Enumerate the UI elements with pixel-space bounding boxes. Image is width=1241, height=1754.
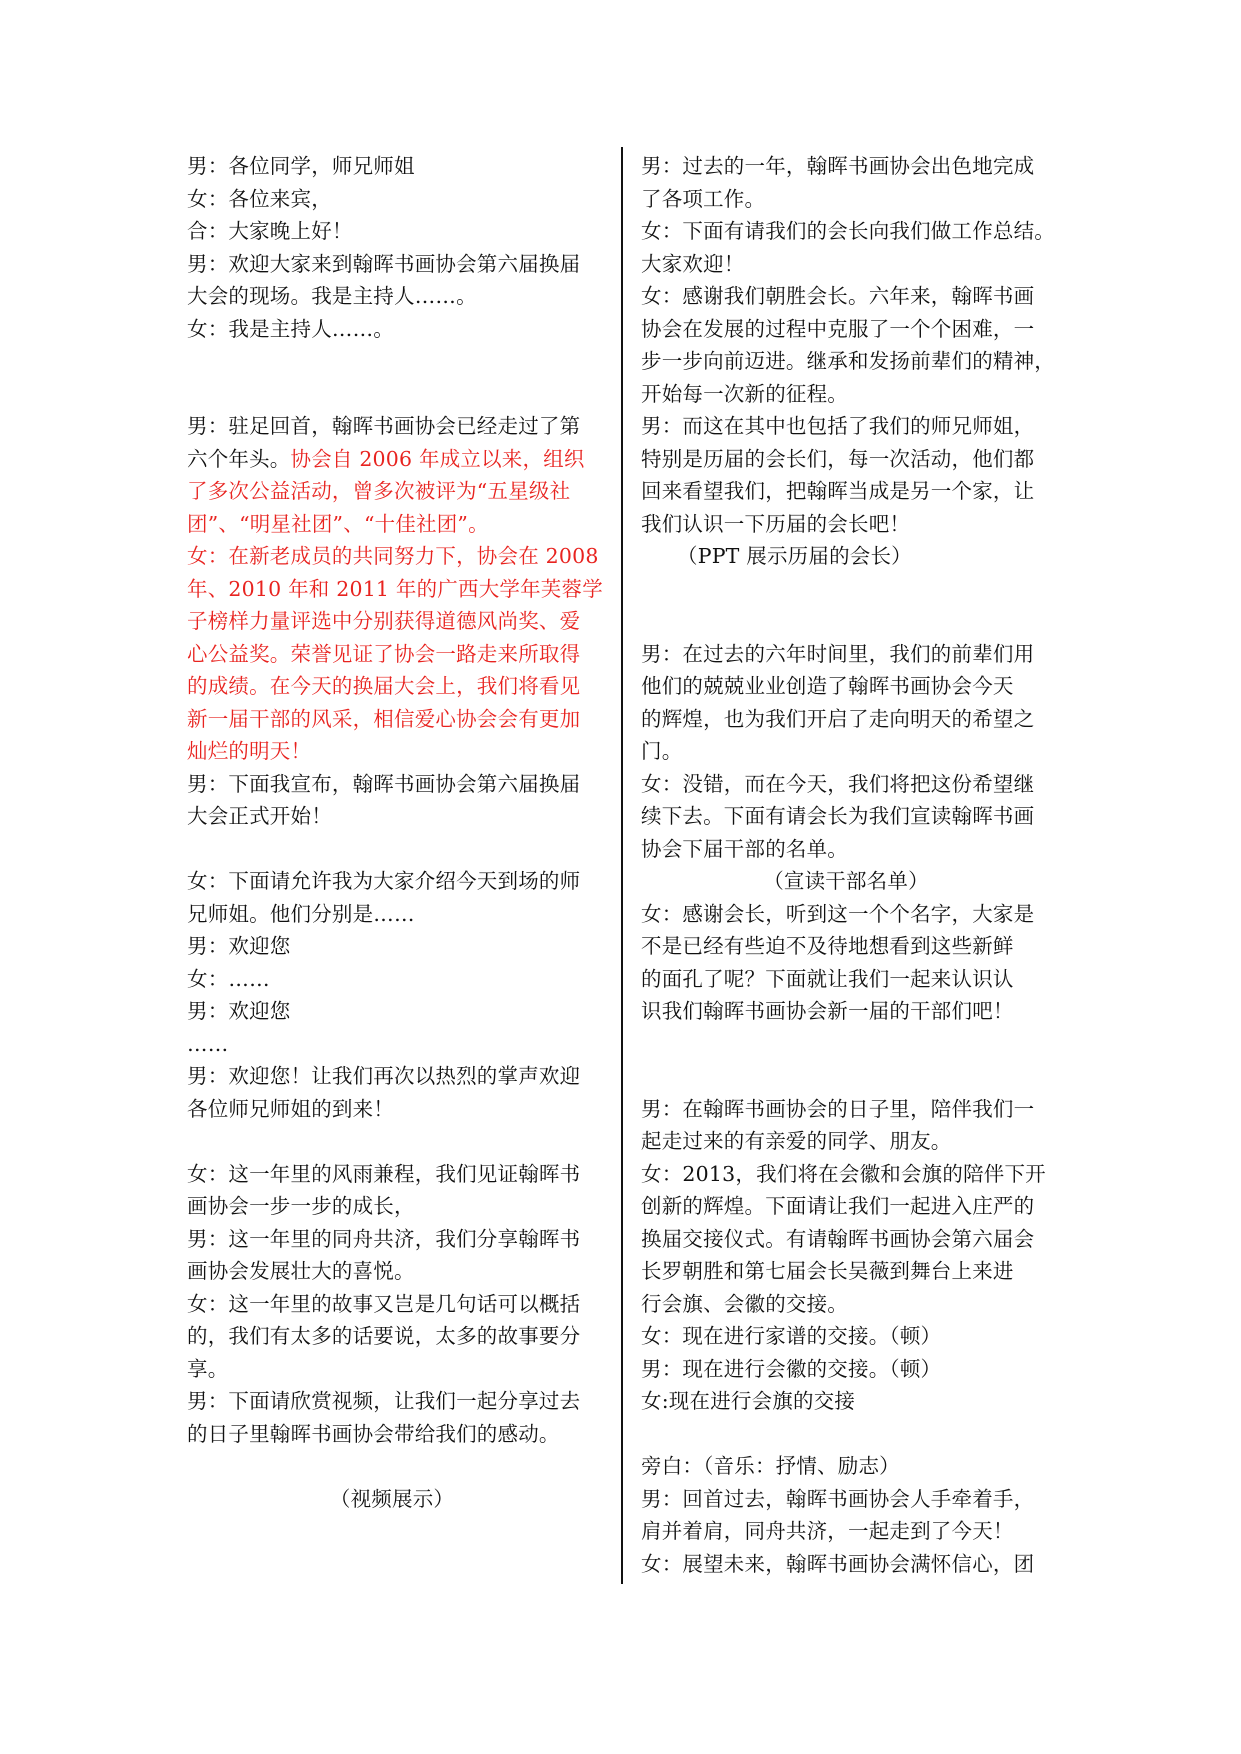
line-text: （视频展示）: [329, 1486, 455, 1511]
script-line: [187, 1320, 597, 1353]
line-text: 心公益奖。荣誉见证了协会一路走来所取得: [187, 641, 581, 666]
script-line: [187, 150, 597, 183]
line-text: 六个年头。: [187, 446, 291, 471]
script-line: [641, 280, 1051, 313]
script-line: [187, 573, 603, 606]
line-text: 行会旗、会徽的交接。: [641, 1291, 848, 1316]
script-line: [187, 1190, 597, 1223]
script-line: [187, 215, 597, 248]
script-line: [187, 183, 597, 216]
script-line: [187, 930, 597, 963]
line-text: 的面孔了呢？下面就让我们一起来认识认: [641, 966, 1014, 991]
script-line: [641, 1385, 1051, 1418]
line-text: 特别是历届的会长们，每一次活动，他们都: [641, 446, 1035, 471]
line-text: 年、2010 年和 2011 年的广西大学年芙蓉学: [187, 576, 603, 601]
blank-line: [641, 1418, 1051, 1451]
blank-line: [641, 605, 1051, 638]
line-text: 大会正式开始！: [187, 804, 332, 828]
script-line: [187, 1483, 597, 1516]
line-text: 女:现在进行会旗的交接: [641, 1389, 856, 1413]
script-line: [641, 995, 1051, 1028]
script-line: [641, 475, 1051, 508]
script-line: [641, 508, 1051, 541]
line-text: 的辉煌，也为我们开启了走向明天的希望之: [641, 706, 1035, 731]
blank-line: [641, 573, 1051, 606]
line-text: 了各项工作。: [641, 186, 766, 211]
script-line: [187, 475, 597, 508]
line-text: 画协会发展壮大的喜悦。: [187, 1259, 415, 1283]
line-text: 女：……: [187, 966, 270, 991]
script-line: [641, 1190, 1051, 1223]
script-line: [641, 1125, 1051, 1158]
script-line: [641, 1223, 1051, 1256]
script-line: [641, 865, 1051, 898]
line-text: （宣读干部名单）: [763, 869, 929, 893]
blank-line: [187, 1450, 597, 1483]
line-text: 了多次公益活动，曾多次被评为“五星级社: [187, 479, 571, 503]
line-text-highlight: 协会自 2006 年成立以来，组织: [290, 446, 585, 471]
script-line: [641, 1093, 1051, 1126]
line-text: 子榜样力量评选中分别获得道德风尚奖、爱: [187, 609, 581, 633]
script-line: [641, 150, 1051, 183]
blank-line: [187, 833, 597, 866]
script-line: [641, 1288, 1051, 1321]
script-line: [641, 638, 1051, 671]
line-text: 协会下届干部的名单。: [641, 836, 848, 861]
script-line: [641, 443, 1051, 476]
line-text: 男：过去的一年，翰晖书画协会出色地完成: [641, 154, 1035, 178]
line-text: 男：在翰晖书画协会的日子里，陪伴我们一: [641, 1096, 1035, 1121]
script-line: [187, 800, 597, 833]
line-text: 男：现在进行会徽的交接。（顿）: [641, 1356, 942, 1381]
script-line: [187, 443, 597, 476]
script-line: [187, 1385, 597, 1418]
script-line: [187, 703, 597, 736]
line-text: 换届交接仪式。有请翰晖书画协会第六届会: [641, 1226, 1035, 1251]
script-line: [187, 865, 597, 898]
script-line: [187, 1093, 597, 1126]
script-line: [187, 995, 597, 1028]
line-text: 画协会一步一步的成长，: [187, 1194, 415, 1218]
script-line: [187, 768, 597, 801]
line-text: 女：2013，我们将在会徽和会旗的陪伴下开: [641, 1161, 1046, 1186]
line-text: 团”、“明星社团”、“十佳社团”。: [187, 511, 489, 536]
line-text: 不是已经有些迫不及待地想看到这些新鲜: [641, 934, 1014, 958]
script-line: [641, 1483, 1051, 1516]
line-text: 门。: [641, 739, 683, 763]
line-text: 男：欢迎您: [187, 999, 291, 1023]
script-line: [641, 1320, 1051, 1353]
script-line: [187, 1060, 597, 1093]
script-line: [641, 1450, 1051, 1483]
line-text: 男：回首过去，翰晖书画协会人手牵着手，: [641, 1486, 1035, 1511]
line-text: 肩并着肩，同舟共济，一起走到了今天！: [641, 1519, 1014, 1543]
script-line: [187, 670, 597, 703]
script-line: [187, 1028, 597, 1061]
script-line: [641, 1255, 1051, 1288]
line-text: 女：展望未来，翰晖书画协会满怀信心，团: [641, 1551, 1035, 1576]
line-text: 男：下面请欣赏视频，让我们一起分享过去: [187, 1389, 581, 1413]
script-line: [641, 670, 1051, 703]
line-text: 大家欢迎！: [641, 251, 745, 276]
script-line: [641, 963, 1051, 996]
line-text: 起走过来的有亲爱的同学、朋友。: [641, 1129, 952, 1153]
line-text: 步一步向前迈进。继承和发扬前辈们的精神，: [641, 349, 1055, 373]
line-text: （PPT 展示历届的会长）: [677, 544, 912, 568]
script-line: [187, 1418, 597, 1451]
script-line: [187, 248, 597, 281]
script-line: [641, 833, 1051, 866]
line-text: 女：我是主持人……。: [187, 316, 394, 341]
line-text: 他们的兢兢业业创造了翰晖书画协会今天: [641, 674, 1014, 698]
line-text: 合：大家晚上好！: [187, 219, 353, 243]
line-text: 开始每一次新的征程。: [641, 381, 848, 406]
script-line: [641, 930, 1051, 963]
line-text: 灿烂的明天！: [187, 739, 312, 763]
script-line: [641, 1515, 1051, 1548]
right-column: [641, 150, 1055, 1580]
script-line: [641, 800, 1051, 833]
line-text: 我们认识一下历届的会长吧！: [641, 511, 911, 536]
blank-line: [641, 1028, 1051, 1061]
left-column: [187, 150, 603, 1515]
line-text: 女：下面请允许我为大家介绍今天到场的师: [187, 869, 581, 893]
line-text: 男：驻足回首，翰晖书画协会已经走过了第: [187, 414, 581, 438]
line-text: 各位师兄师姐的到来！: [187, 1096, 394, 1121]
script-line: [641, 248, 1051, 281]
line-text: 旁白：（音乐：抒情、励志）: [641, 1454, 900, 1478]
script-line: [641, 1353, 1051, 1386]
line-text: 男：欢迎您！让我们再次以热烈的掌声欢迎: [187, 1064, 581, 1088]
script-line: [641, 313, 1051, 346]
script-line: [641, 1158, 1051, 1191]
script-line: [641, 768, 1051, 801]
line-text: 女：在新老成员的共同努力下，协会在 2008: [187, 544, 599, 568]
line-text: 回来看望我们，把翰晖当成是另一个家，让: [641, 479, 1035, 503]
line-text: 男：下面我宣布，翰晖书画协会第六届换届: [187, 771, 581, 796]
line-text: 续下去。下面有请会长为我们宣读翰晖书画: [641, 804, 1035, 828]
column-divider: [621, 147, 623, 1584]
script-line: [187, 898, 597, 931]
line-text: 男：这一年里的同舟共济，我们分享翰晖书: [187, 1226, 581, 1251]
line-text: 女：感谢会长，听到这一个个名字，大家是: [641, 901, 1035, 926]
line-text: 女：没错，而在今天，我们将把这份希望继: [641, 771, 1035, 796]
line-text: 女：这一年里的风雨兼程，我们见证翰晖书: [187, 1161, 581, 1186]
script-line: [641, 183, 1051, 216]
line-text: 长罗朝胜和第七届会长吴薇到舞台上来进: [641, 1259, 1014, 1283]
script-line: [641, 410, 1051, 443]
script-line: [641, 378, 1051, 411]
script-line: [641, 735, 1051, 768]
blank-line: [641, 1060, 1051, 1093]
line-text: 男：各位同学，师兄师姐: [187, 154, 415, 178]
line-text: 协会在发展的过程中克服了一个个困难，一: [641, 316, 1035, 341]
line-text: 女：感谢我们朝胜会长。六年来，翰晖书画: [641, 284, 1035, 308]
script-line: [187, 1353, 597, 1386]
line-text: 男：而这在其中也包括了我们的师兄师姐，: [641, 414, 1035, 438]
script-line: [641, 898, 1051, 931]
line-text: 大会的现场。我是主持人……。: [187, 284, 477, 308]
line-text: 女：这一年里的故事又岂是几句话可以概括: [187, 1291, 581, 1316]
script-line: [187, 1255, 597, 1288]
line-text: 女：各位来宾，: [187, 186, 332, 211]
line-text: 兄师姐。他们分别是……: [187, 901, 415, 926]
script-line: [187, 313, 597, 346]
script-line: [187, 638, 597, 671]
script-line: [187, 1288, 597, 1321]
blank-line: [187, 1125, 597, 1158]
line-text: 男：欢迎大家来到翰晖书画协会第六届换届: [187, 251, 581, 276]
script-line: [187, 1158, 597, 1191]
line-text: 的成绩。在今天的换届大会上，我们将看见: [187, 674, 581, 698]
script-line: [641, 1548, 1051, 1581]
script-line: [187, 280, 597, 313]
line-text: 新一届干部的风采，相信爱心协会会有更加: [187, 706, 581, 731]
blank-line: [187, 378, 597, 411]
script-line: [641, 345, 1055, 378]
blank-line: [187, 345, 597, 378]
script-line: [641, 540, 1051, 573]
script-line: [187, 410, 597, 443]
script-line: [187, 605, 597, 638]
line-text: 识我们翰晖书画协会新一届的干部们吧！: [641, 999, 1014, 1023]
line-text: 享。: [187, 1356, 229, 1381]
line-text: ……: [187, 1031, 229, 1056]
line-text: 女：现在进行家谱的交接。（顿）: [641, 1324, 942, 1348]
line-text: 的，我们有太多的话要说，太多的故事要分: [187, 1324, 581, 1348]
line-text: 男：欢迎您: [187, 934, 291, 958]
script-line: [187, 508, 597, 541]
script-line: [187, 1223, 597, 1256]
script-line: [641, 215, 1055, 248]
script-line: [641, 703, 1051, 736]
line-text: 创新的辉煌。下面请让我们一起进入庄严的: [641, 1194, 1035, 1218]
script-line: [187, 963, 597, 996]
line-text: 的日子里翰晖书画协会带给我们的感动。: [187, 1421, 560, 1446]
line-text: 男：在过去的六年时间里，我们的前辈们用: [641, 641, 1035, 666]
line-text: 女：下面有请我们的会长向我们做工作总结。: [641, 219, 1055, 243]
script-line: [187, 735, 597, 768]
script-line: [187, 540, 597, 573]
